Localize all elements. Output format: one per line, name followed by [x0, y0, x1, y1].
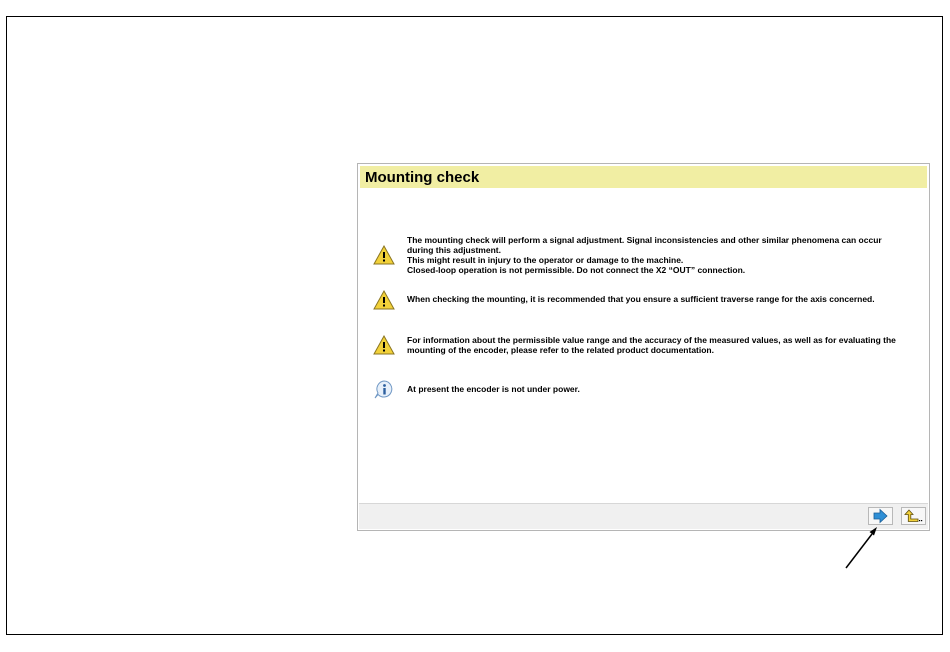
message-line: Closed-loop operation is not permissible. Do not connect the X2 “OUT” connection. [407, 265, 746, 275]
dialog-title-bar [360, 166, 927, 188]
return-icon [902, 508, 925, 524]
mounting-check-dialog [357, 163, 930, 531]
callout-arrow [842, 522, 892, 572]
message-line: The mounting check will perform a signal adjustment. Signal inconsistencies and other similar phenomena can occur [407, 235, 882, 245]
dialog-title: Mounting check [365, 169, 480, 186]
warning-icon [373, 335, 395, 355]
message-line: This might result in injury to the operator or damage to the machine. [407, 255, 684, 265]
message-line: When checking the mounting, it is recommended that you ensure a sufficient traverse range for the axis concerned. [407, 294, 875, 304]
message-line: At present the encoder is not under power. [407, 384, 580, 394]
message-line: mounting of the encoder, please refer to the related product documentation. [407, 345, 714, 355]
message-line: For information about the permissible value range and the accuracy of the measured values, as well as for evaluating the [407, 335, 896, 345]
warning-icon [373, 245, 395, 265]
warning-icon [373, 290, 395, 310]
info-icon [373, 379, 395, 399]
message-line: during this adjustment. [407, 245, 501, 255]
back-button[interactable] [901, 507, 926, 525]
